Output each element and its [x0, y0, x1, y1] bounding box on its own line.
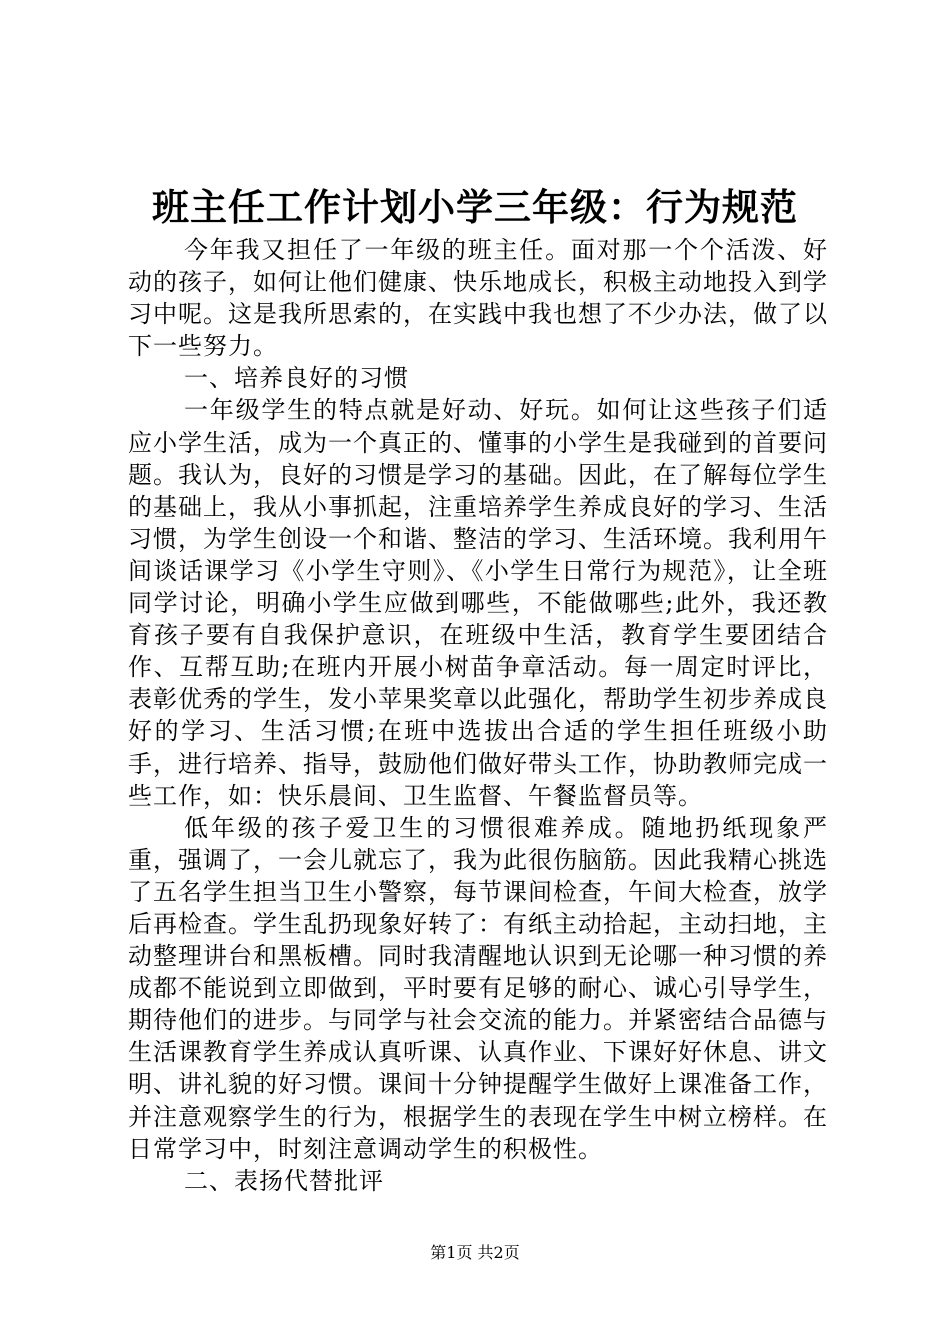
paragraph-habits: 一年级学生的特点就是好动、好玩。如何让这些孩子们适应小学生活，成为一个真正的、懂事的小学生是我碰到的首要问题。我认为，良好的习惯是学习的基础。因此，在了解每位学生的基础上，我从小事抓起，注重培养学生养成良好的学习、生活习惯，为学生创设一个和谐、整洁的学习、生活环境。我利用午间谈话课学习《小学生守则》、《小学生日常行为规范》，让全班同学讨论，明确小学生应做到哪些，不能做哪些;此外，我还教育孩子要有自我保护意识，在班级中生活，教育学生要团结合作、互帮互助;在班内开展小树苗争章活动。每一周定时评比，表彰优秀的学生，发小苹果奖章以此强化，帮助学生初步养成良好的学习、生活习惯;在班中选拔出合适的学生担任班级小助手，进行培养、指导，鼓励他们做好带头工作，协助教师完成一些工作，如：快乐晨间、卫生监督、午餐监督员等。 — [128, 396, 828, 810]
section-heading-1: 一、培养良好的习惯 — [184, 364, 409, 393]
paragraph-intro: 今年我又担任了一年级的班主任。面对那一个个活泼、好动的孩子，如何让他们健康、快乐地成长，积极主动地投入到学习中呢。这是我所思索的，在实践中我也想了不少办法，做了以下一些努力。 — [128, 236, 828, 361]
section-heading-2: 二、表扬代替批评 — [184, 1166, 384, 1195]
paragraph-hygiene: 低年级的孩子爱卫生的习惯很难养成。随地扔纸现象严重，强调了，一会儿就忘了，我为此很伤脑筋。因此我精心挑选了五名学生担当卫生小警察，每节课间检查，午间大检查，放学后再检查。学生乱扔现象好转了：有纸主动拾起，主动扫地，主动整理讲台和黑板槽。同时我清醒地认识到无论哪一种习惯的养成都不能说到立即做到，平时要有足够的耐心、诚心引导学生，期待他们的进步。与同学与社会交流的能力。并紧密结合品德与生活课教育学生养成认真听课、认真作业、下课好好休息、讲文明、讲礼貌的好习惯。课间十分钟提醒学生做好上课准备工作，并注意观察学生的行为，根据学生的表现在学生中树立榜样。在日常学习中，时刻注意调动学生的积极性。 — [128, 813, 828, 1163]
document-body — [128, 234, 828, 1197]
page-number-footer: 第1页 共2页 — [430, 1243, 520, 1262]
document-title: 班主任工作计划小学三年级：行为规范 — [152, 186, 798, 229]
